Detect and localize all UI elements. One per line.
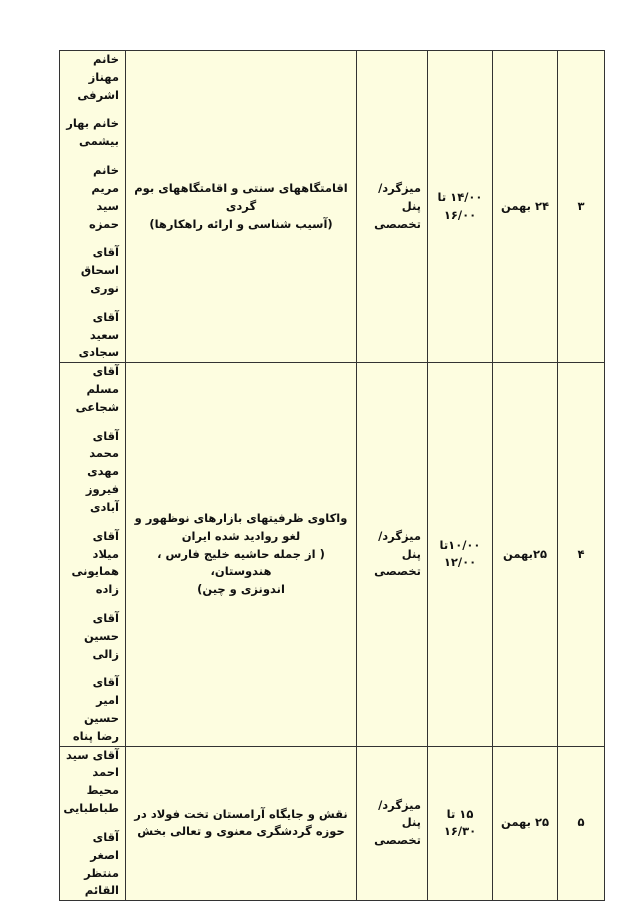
session-presenters	[60, 363, 126, 746]
type-line: پنل	[401, 198, 421, 213]
time-line: ۱۶/۳۰	[443, 824, 477, 839]
presenter-name: آقای محمد مهدی فیروز آبادی	[85, 428, 119, 514]
table-row	[60, 746, 605, 901]
presenter-name: آقای امیر حسین رضا پناه	[72, 675, 119, 743]
session-time	[428, 51, 493, 363]
type-line: میزگرد/	[378, 528, 421, 543]
session-topic	[126, 746, 357, 901]
session-time	[428, 746, 493, 901]
time-line: ۱۶/۰۰	[443, 207, 477, 222]
session-date: ۲۴ بهمن	[493, 51, 558, 363]
type-line: پنل	[401, 546, 421, 561]
session-type	[357, 363, 428, 746]
type-line: میزگرد/	[378, 180, 421, 195]
topic-line: لغو روادید شده ایران	[181, 528, 301, 543]
topic-line: (آسیب شناسی و ارائه راهکارها)	[149, 216, 333, 231]
type-line: پنل	[401, 815, 421, 830]
schedule-table	[59, 50, 605, 901]
session-topic	[126, 51, 357, 363]
session-date: ۲۵ بهمن	[493, 746, 558, 901]
presenter-name: آقای اصغر منتظر القائم	[84, 829, 119, 898]
table-row	[60, 51, 605, 363]
session-date: ۲۵بهمن	[493, 363, 558, 746]
topic-line: نقش و جایگاه آرامستان تخت فولاد در	[134, 806, 348, 821]
row-number: ۵	[558, 746, 605, 901]
time-line: ۱۵ تا	[446, 806, 474, 821]
row-number: ۴	[558, 363, 605, 746]
time-line: ۱۰/۰۰تا	[439, 537, 481, 552]
topic-line: اقامتگاههای سنتی و اقامتگاههای بوم گردی	[134, 180, 348, 213]
presenter-name: خانم مهناز اشرفی	[77, 52, 119, 102]
table-row	[60, 363, 605, 746]
type-line: میزگرد/	[378, 797, 421, 812]
time-line: ۱۴/۰۰ تا	[437, 189, 483, 204]
session-type	[357, 51, 428, 363]
time-line: ۱۲/۰۰	[443, 555, 477, 570]
row-number: ۳	[558, 51, 605, 363]
topic-line: واکاوی ظرفیتهای بازارهای نوظهور و	[134, 510, 348, 525]
presenter-name: آقای میلاد همایونی زاده	[71, 528, 119, 597]
presenter-name: آقای سعید سجادی	[78, 309, 119, 360]
presenter-name: آقای اسحاق نوری	[80, 245, 119, 295]
topic-line: ( از جمله حاشیه خلیج فارس ، هندوستان،	[157, 546, 325, 579]
topic-line: حوزه گردشگری معنوی و تعالی بخش	[137, 824, 345, 839]
session-topic	[126, 363, 357, 746]
session-presenters	[60, 746, 126, 901]
topic-line: اندونزی و چین)	[197, 582, 285, 597]
session-presenters	[60, 51, 126, 363]
presenter-name: آقای سید احمد محیط طباطبایی	[63, 747, 119, 816]
session-time	[428, 363, 493, 746]
presenter-name: خانم بهار بیشمی	[66, 116, 119, 149]
presenter-name: آقای مسلم شجاعی	[75, 364, 119, 414]
type-line: تخصصی	[374, 564, 421, 579]
presenter-name: آقای حسین زالی	[83, 610, 119, 661]
presenter-name: خانم مریم سید حمزه	[89, 163, 119, 231]
session-type	[357, 746, 428, 901]
type-line: تخصصی	[374, 833, 421, 848]
type-line: تخصصی	[374, 216, 421, 231]
